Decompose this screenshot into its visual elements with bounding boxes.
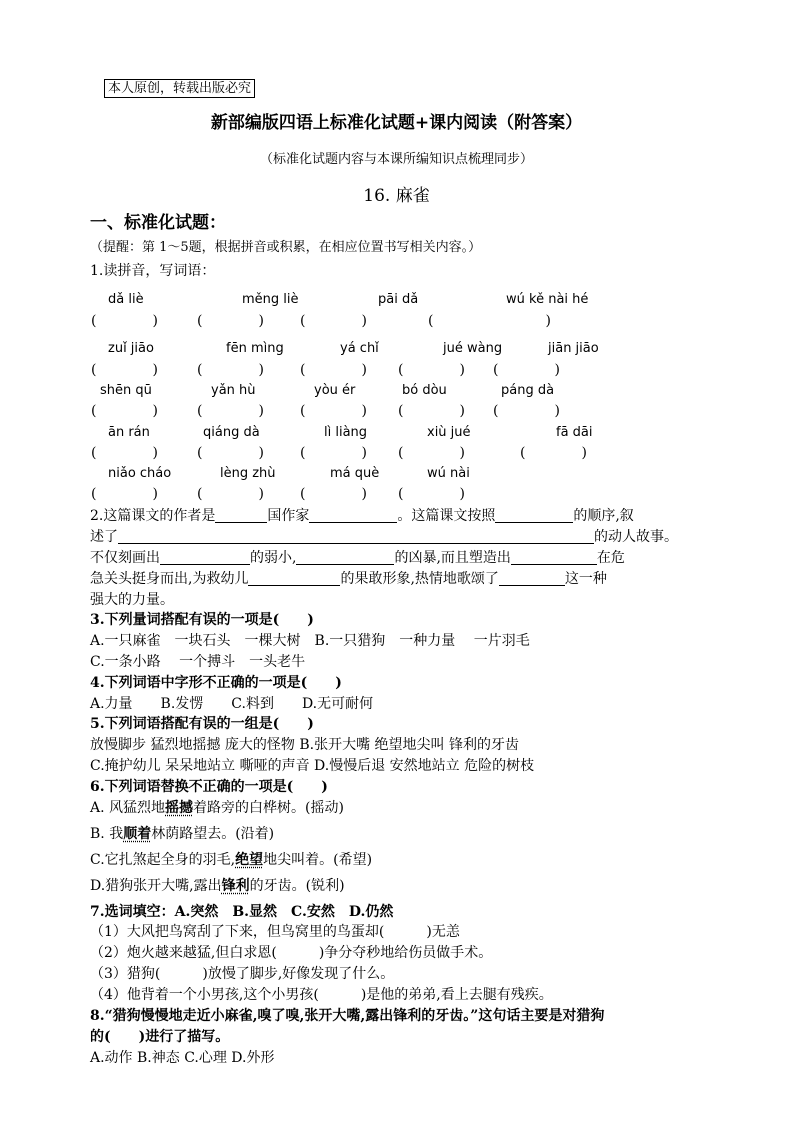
q7-item: （2）炮火越来越猛,但白求恩( )争分夺秒地给伤员做手术。 (90, 945, 493, 961)
pinyin: dǎ liè (108, 292, 144, 307)
q2-line: 强大的力量。 (90, 592, 174, 608)
answer-blank[interactable]: ( ) (428, 313, 551, 329)
q1-prompt: 1.读拼音，写词语： (90, 263, 216, 279)
answer-blank[interactable]: ( ) (398, 403, 465, 419)
pinyin: wú kě nài hé (506, 292, 589, 307)
q3-question: 3.下列量词搭配有误的一项是( ) (90, 612, 314, 628)
pinyin: zuǐ jiāo (108, 341, 154, 356)
copyright-stamp: 本人原创，转载出版必究 (104, 79, 255, 98)
q4-question: 4.下列词语中字形不正确的一项是( ) (90, 675, 342, 691)
pinyin: bó dòu (402, 383, 447, 398)
q6-option-c: C.它扎煞起全身的羽毛,绝望地尖叫着。(希望) (90, 852, 373, 868)
answer-blank[interactable]: ( ) (300, 313, 367, 329)
pinyin: páng dà (501, 383, 555, 398)
answer-blank[interactable]: ( ) (398, 362, 465, 378)
q5-options: C.掩护幼儿 呆呆地站立 嘶哑的声音 D.慢慢后退 安然地站立 危险的树枝 (90, 758, 535, 774)
answer-blank[interactable]: ( ) (91, 445, 158, 461)
fill-blank[interactable] (160, 548, 250, 565)
q3-options: A.一只麻雀 一块石头 一棵大树 B.一只猎狗 一种力量 一片羽毛 (90, 633, 530, 649)
fill-blank[interactable] (499, 569, 565, 586)
reminder-text: （提醒：第 1～5题，根据拼音或积累，在相应位置书写相关内容。） (90, 240, 482, 255)
answer-blank[interactable]: ( ) (91, 313, 158, 329)
answer-blank[interactable]: ( ) (197, 362, 264, 378)
pinyin: niǎo cháo (108, 466, 172, 481)
pinyin: měng liè (242, 292, 299, 307)
pinyin: yǎn hù (211, 383, 256, 398)
fill-blank[interactable] (118, 527, 594, 544)
q7-item: （4）他背着一个小男孩,这个小男孩( )是他的弟弟,看上去腿有残疾。 (90, 987, 553, 1003)
pinyin: jiān jiāo (548, 341, 599, 356)
pinyin: yá chǐ (340, 341, 379, 356)
q4-options: A.力量 B.发愣 C.料到 D.无可耐何 (90, 696, 374, 712)
q5-question: 5.下列词语搭配有误的一组是( ) (90, 716, 314, 732)
answer-blank[interactable]: ( ) (300, 486, 367, 502)
answer-blank[interactable]: ( ) (300, 445, 367, 461)
answer-blank[interactable]: ( ) (300, 403, 367, 419)
q6-option-b: B. 我顺着林荫路望去。(沿着) (90, 826, 275, 842)
q2-line: 不仅刻画出 的弱小, 的凶暴,而且塑造出 在危 (90, 550, 625, 566)
pinyin: fēn mìng (226, 341, 284, 356)
q8-question-cont: 的( )进行了描写。 (90, 1029, 230, 1045)
page-subtitle: （标准化试题内容与本课所编知识点梳理同步） (259, 152, 533, 167)
pinyin: lì liàng (324, 425, 368, 440)
answer-blank[interactable]: ( ) (197, 445, 264, 461)
fill-blank[interactable] (248, 569, 340, 586)
q8-question: 8.“猎狗慢慢地走近小麻雀,嗅了嗅,张开大嘴,露出锋利的牙齿。”这句话主要是对猎狗 (90, 1008, 605, 1024)
q2-line: 2.这篇课文的作者是 国作家 。这篇课文按照 的顺序,叙 (90, 508, 634, 524)
q5-options: 放慢脚步 猛烈地摇撼 庞大的怪物 B.张开大嘴 绝望地尖叫 锋利的牙齿 (90, 737, 519, 753)
page-title: 新部编版四语上标准化试题+课内阅读（附答案） (210, 113, 583, 133)
answer-blank[interactable]: ( ) (91, 486, 158, 502)
section-heading: 一、标准化试题： (90, 213, 226, 233)
answer-blank[interactable]: ( ) (197, 403, 264, 419)
pinyin: fā dāi (556, 425, 593, 440)
q6-option-a: A. 风猛烈地摇撼着路旁的白桦树。(摇动) (90, 800, 344, 816)
answer-blank[interactable]: ( ) (493, 362, 560, 378)
pinyin: má què (330, 466, 380, 481)
answer-blank[interactable]: ( ) (398, 445, 465, 461)
answer-blank[interactable]: ( ) (493, 403, 560, 419)
q3-options: C.一条小路 一个搏斗 一头老牛 (90, 654, 306, 670)
pinyin: lèng zhù (220, 466, 276, 481)
q7-item: （3）猎狗( )放慢了脚步,好像发现了什么。 (90, 966, 395, 982)
answer-blank[interactable]: ( ) (197, 313, 264, 329)
pinyin: pāi dǎ (378, 292, 419, 307)
pinyin: shēn qū (100, 383, 152, 398)
lesson-title: 16. 麻雀 (363, 186, 430, 206)
answer-blank[interactable]: ( ) (520, 445, 587, 461)
answer-blank[interactable]: ( ) (91, 362, 158, 378)
q6-question: 6.下列词语替换不正确的一项是( ) (90, 779, 328, 795)
answer-blank[interactable]: ( ) (398, 486, 465, 502)
pinyin: yòu ér (314, 383, 356, 398)
q7-item: （1）大风把鸟窝刮了下来，但鸟窝里的鸟蛋却( )无恙 (90, 924, 460, 940)
q7-question: 7.选词填空：A.突然 B.显然 C.安然 D.仍然 (90, 904, 394, 920)
q2-line: 述了 的动人故事。 (90, 529, 678, 545)
q8-options: A.动作 B.神态 C.心理 D.外形 (90, 1050, 275, 1066)
answer-blank[interactable]: ( ) (300, 362, 367, 378)
fill-blank[interactable] (309, 506, 397, 523)
answer-blank[interactable]: ( ) (91, 403, 158, 419)
pinyin: xiù jué (427, 425, 471, 440)
pinyin: jué wàng (443, 341, 503, 356)
q2-line: 急关头挺身而出,为救幼儿 的果敢形象,热情地歌颂了 这一种 (90, 571, 607, 587)
answer-blank[interactable]: ( ) (197, 486, 264, 502)
pinyin: qiáng dà (203, 425, 260, 440)
fill-blank[interactable] (296, 548, 394, 565)
pinyin: ān rán (108, 425, 150, 440)
fill-blank[interactable] (511, 548, 597, 565)
q6-option-d: D.猎狗张开大嘴,露出锋利的牙齿。(锐利) (90, 878, 345, 894)
fill-blank[interactable] (495, 506, 573, 523)
pinyin: wú nài (427, 466, 470, 481)
fill-blank[interactable] (215, 506, 267, 523)
